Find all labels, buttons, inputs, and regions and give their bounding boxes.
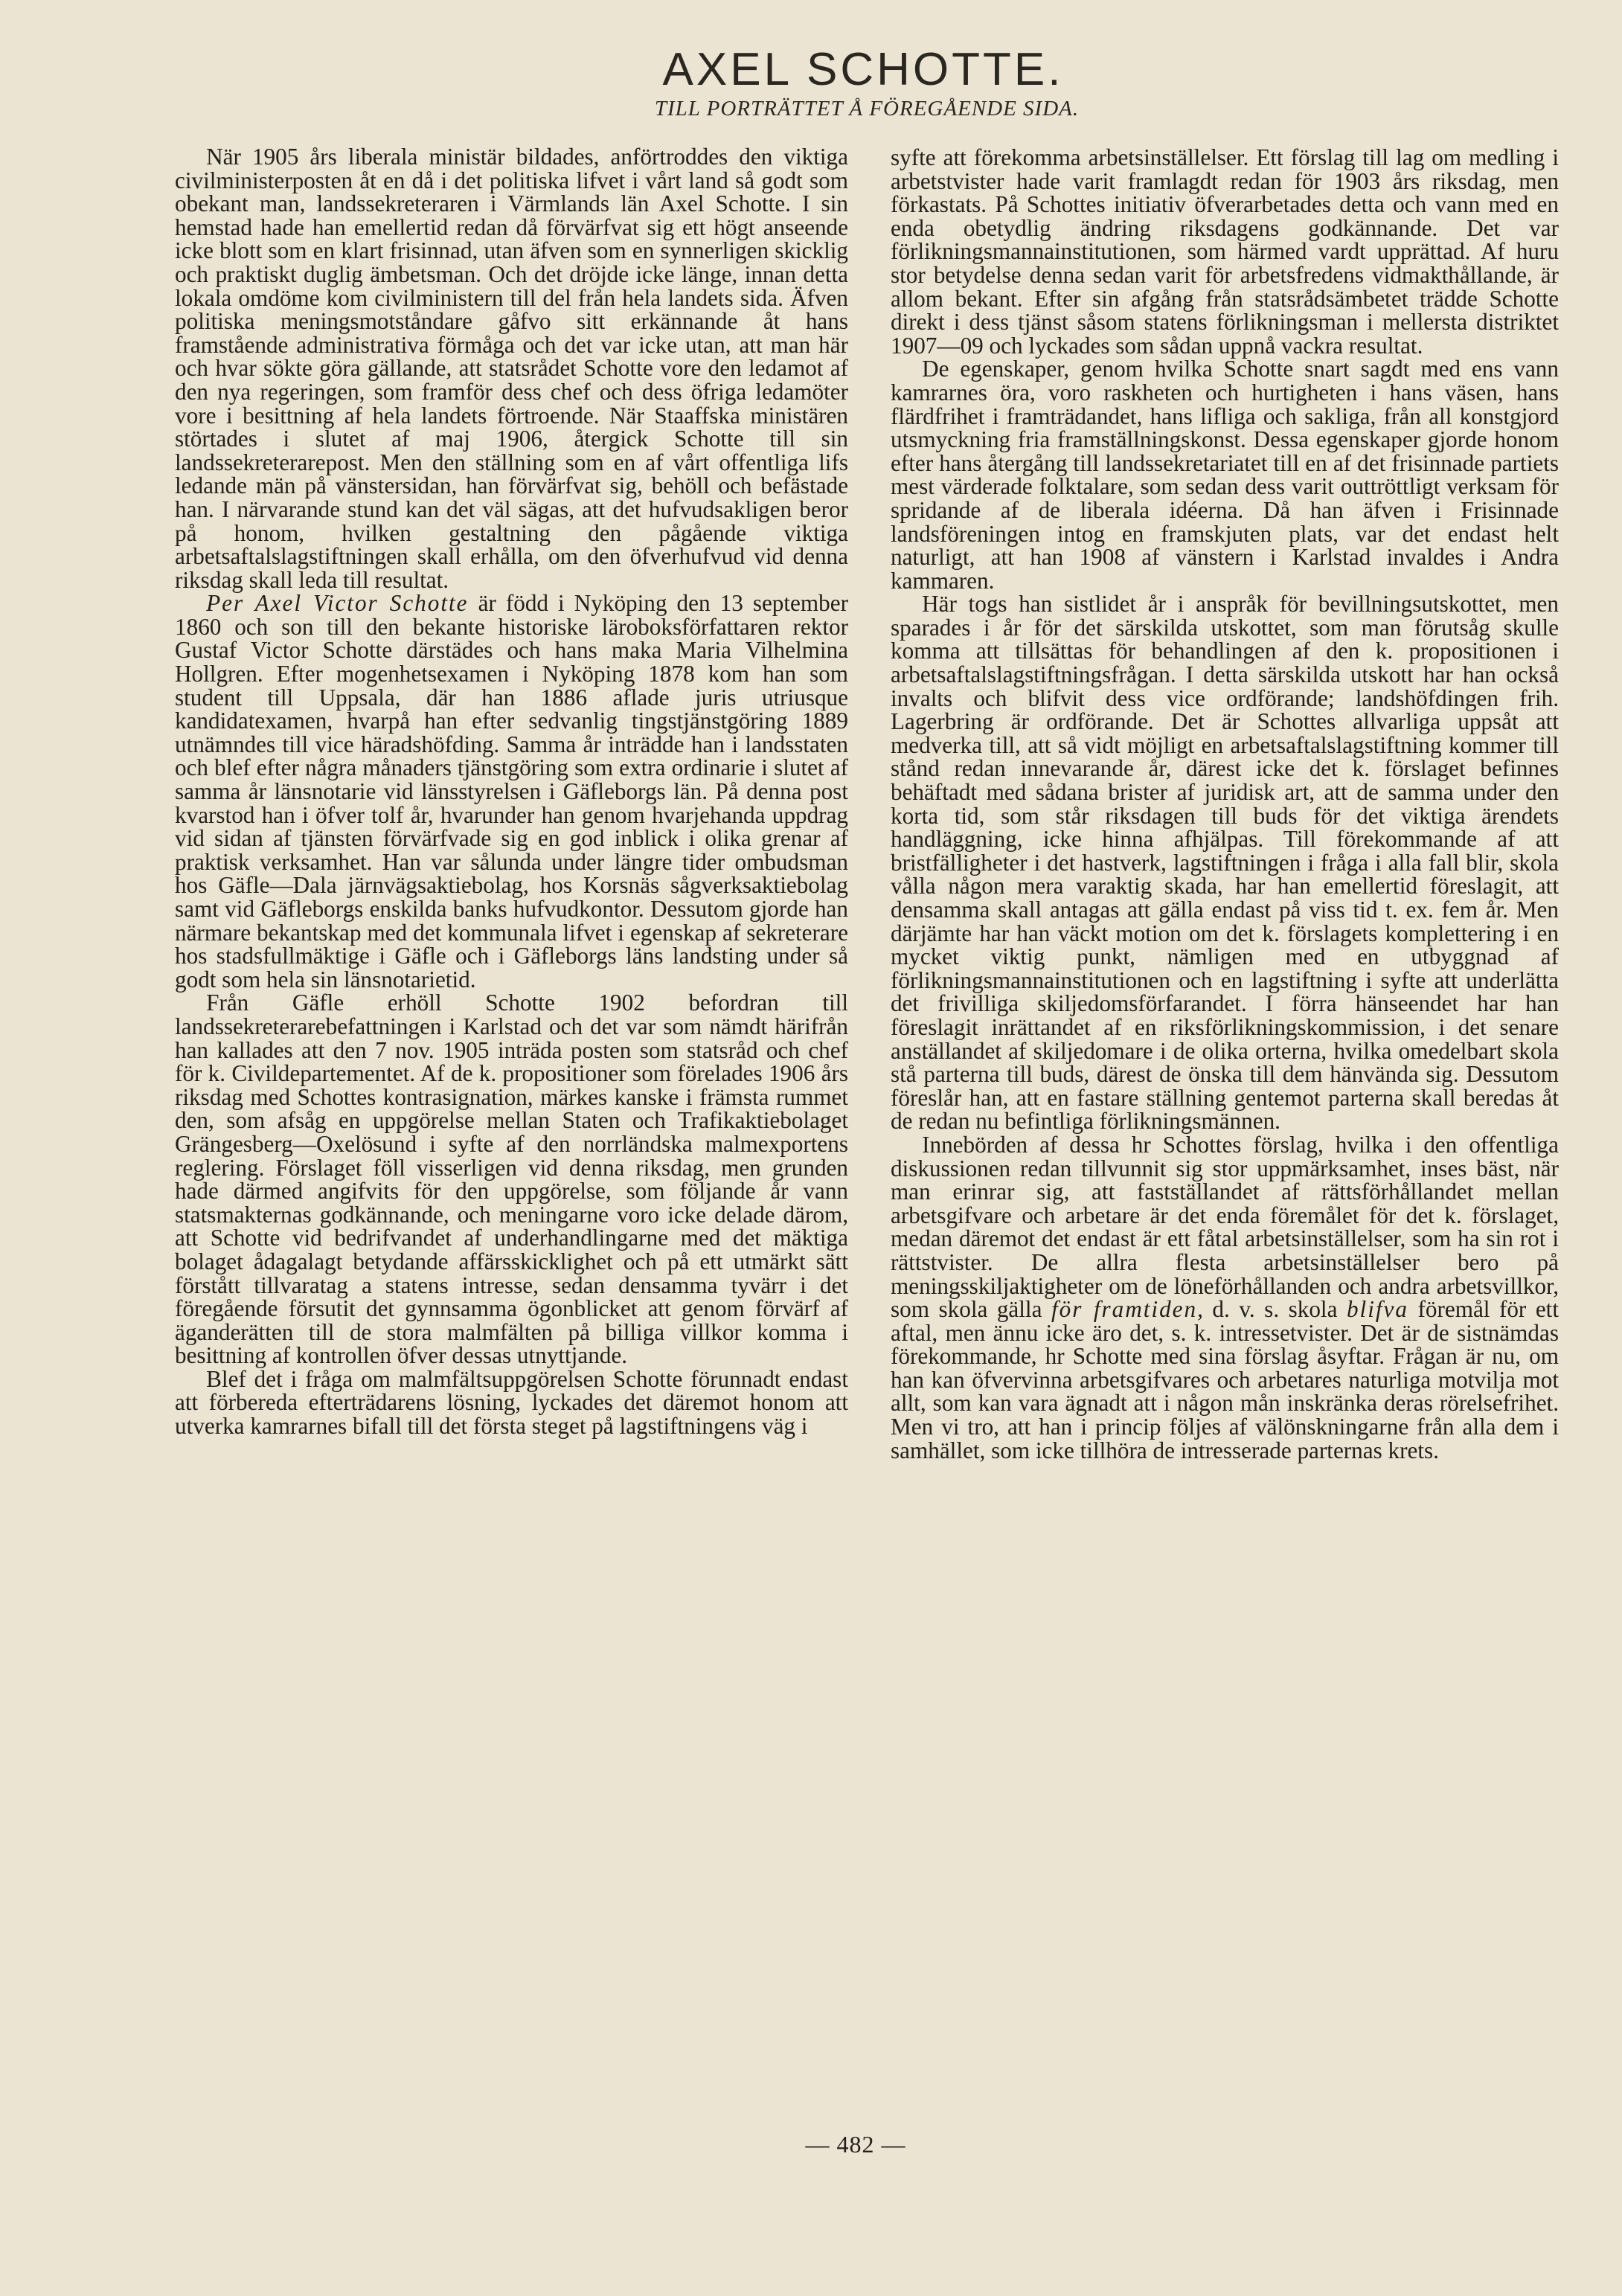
person-name: Per Axel Victor Schotte bbox=[206, 590, 469, 617]
emphasis: för framtiden bbox=[1051, 1296, 1198, 1323]
right-column bbox=[891, 146, 1559, 1462]
paragraph: Här togs han sistlidet år i anspråk för bevillningsutskottet, men sparades i år för det särskilda utskottet, som man förutsåg skulle komma att tillsättas för behandlingen af den k. propositionen i arbetsaftalslagstiftningsfrågan. I detta särskilda utskott har han också invalts och blifvit dess vice ordförande; landshöfdingen frih. Lagerbring är ordförande. Det är Schottes allvarliga uppsåt att medverka till, att så vidt möjligt en arbetsaftalslagstiftning kommer till stånd redan innevarande år, därest icke det k. förslaget befinnes behäftadt med sådana brister af juridisk art, att de samma under den korta tid, som står riksdagen till buds för det viktiga ärendets handläggning, icke hinna afhjälpas. Till förekommande af att bristfälligheter i det hastverk, lagstiftningen i fråga i alla fall blir, skola vålla någon mera varaktig skada, har han emellertid föreslagit, att densamma skall antagas att gälla endast på viss tid t. ex. fem år. Men därjämte har han väckt motion om det k. förslagets komplettering i en mycket viktig punkt, nämligen med en utbyggnad af förlikningsmannainstitutionen och en lagstiftning i syfte att underlätta det frivilliga skiljedomsförfarandet. I förra hänseendet har han föreslagit inrättandet af en riksförlikningskommission, i det senare anställandet af skiljedomare i de olika orterna, hvilka omedelbart skola stå parterna till buds, därest de önska till dem hänvända sig. Dessutom föreslår han, att en fastare ställning gentemot parterna skall beredas åt de redan nu befintliga förlikningsmännen. bbox=[891, 591, 1559, 1135]
page-number: — 482 — bbox=[805, 2131, 906, 2158]
article-title: AXEL SCHOTTE. bbox=[662, 44, 1064, 95]
paragraph bbox=[891, 1133, 1559, 1462]
paragraph: De egenskaper, genom hvilka Schotte snart sagdt med ens vann kamrarnes öra, voro raskheten och hurtigheten i hans väsen, hans flärdfrihet i framträdandet, hans lifliga och sakliga, från all konstgjord utsmyckning fria framställningskonst. Dessa egenskaper gjorde honom efter hans återgång till landssekretariatet till en af det frisinnade partiets mest värderade folktalare, som sedan dess varit outtröttligt verksam för spridande af de liberala idéerna. Då han äfven i Frisinnade landsföreningen intog en framskjuten plats, var det endast helt naturligt, att han 1908 af vänstern i Karlstad invaldes i Andra kammaren. bbox=[891, 356, 1559, 594]
emphasis: blifva bbox=[1346, 1296, 1408, 1323]
paragraph: syfte att förekomma arbetsinställelser. Ett förslag till lag om medling i arbetstvister hade varit framlagdt redan för 1903 års riksdag, men förkastats. På Schottes initiativ öfverarbetades detta och vann med en enda obetydlig ändring riksdagens godkännande. Det var förlikningsmannainstitutionen, som härmed vardt upprättad. Af huru stor betydelse denna sedan varit för arbetsfredens vidmakthållande, är allom bekant. Efter sin afgång från statsrådsämbetet trädde Schotte direkt i dess tjänst såsom statens förlikningsman i mellersta distriktet 1907—09 och lyckades som sådan uppnå vackra resultat. bbox=[891, 144, 1559, 359]
left-column bbox=[175, 145, 848, 1438]
paragraph: Från Gäfle erhöll Schotte 1902 befordran till landssekreterarebefattningen i Karlstad och det var som nämdt härifrån han kallades att den 7 nov. 1905 inträda posten som statsråd och chef för k. Civildepartementet. Af de k. propositioner som förelades 1906 års riksdag med Schottes kontrasignation, märkes kanske i främsta rummet den, som afsåg en uppgörelse mellan Staten och Trafikaktiebolaget Grängesberg—Oxelösund i syfte af den norrländska malmexportens reglering. Förslaget föll visserligen vid denna riksdag, men grunden hade därmed angifvits för den uppgörelse, som följande år vann statsmakternas godkännande, och meningarne voro icke delade därom, att Schotte vid bedrifvandet af underhandlingarne med det mäktiga bolaget ådagalagt betydande affärsskicklighet och på ett utmärkt sätt förstått tillvaratag a statens intresse, sedan densamma tyvärr i det föregående försutit det gynnsamma ögonblicket att genom förvärf af äganderätten till de stora malmfälten på billiga villkor komma i besittning af kontrollen öfver dessas utnyttjande. bbox=[175, 990, 848, 1369]
paragraph: När 1905 års liberala ministär bildades, anförtroddes den viktiga civilministerposten åt en då i det politiska lifvet i vårt land så godt som obekant man, landssekreteraren i Värmlands län Axel Schotte. I sin hemstad hade han emellertid redan då förvärfvat sig ett högt anseende icke blott som en klart frisinnad, utan äfven som en synnerligen skicklig och praktiskt duglig ämbetsman. Och det dröjde icke länge, innan detta lokala omdöme kom civilministern till del från hela landets sida. Äfven politiska meningsmotståndare gåfvo sitt erkännande åt hans framstående administrativa förmåga och det var icke utan, att man här och hvar sökte göra gällande, att statsrådet Schotte vore den ledamot af den nya regeringen, som framför dess chef och dess öfriga ledamöter vore i besittning af hela landets förtroende. När Staaffska ministären störtades i slutet af maj 1906, återgick Schotte till sin landssekreterarepost. Men den ställning som en af vårt offentliga lifs ledande män på vänstersidan, han förvärfvat sig, behöll och befästade han. I närvarande stund kan det väl sägas, att det hufvudsakligen beror på honom, hvilken gestaltning den pågående viktiga arbetsaftalslagstiftningen skall erhålla, om den öfverhufvud vid denna riksdag skall leda till resultat. bbox=[175, 144, 848, 593]
paragraph-text: föremål för ett aftal, men ännu icke äro det, s. k. intressetvister. Det är de sistnämdas förekommande, hr Schotte med sina förslag åsyftar. Frågan är nu, om han kan öfvervinna arbetsgifvares och arbetares naturliga motvilja mot allt, som kan vara ägnadt att i någon mån inskränka deras rörelsefrihet. Men vi tro, att han i princip följes af välönskningarne från alla dem i samhället, som icke tillhöra de intresserade parternas krets. bbox=[891, 1296, 1559, 1463]
paragraph-text: är född i Nyköping den 13 september 1860 och son till den bekante historiske läroboksförfattaren rektor Gustaf Victor Schotte därstädes och hans maka Maria Vilhelmina Hollgren. Efter mogenhetsexamen i Nyköping 1878 kom han som student till Uppsala, där han 1886 aflade juris utriusque kandidatexamen, hvarpå han efter sedvanlig tingstjänstgöring 1889 utnämndes till vice häradshöfding. Samma år inträdde han i landsstaten och blef efter några månaders tjänstgöring som extra ordinarie i slutet af samma år länsnotarie vid länsstyrelsen i Gäfleborgs län. På denna post kvarstod han i öfver tolf år, hvarunder han genom hvarjehanda uppdrag vid sidan af tjänsten förvärfvade sig en god inblick i olika grenar af praktisk verksamhet. Han var sålunda under längre tider ombudsman hos Gäfle—Dala järnvägsaktiebolag, hos Korsnäs sågverksaktiebolag samt vid Gäfleborgs enskilda banks hufvudkontor. Dessutom gjorde han närmare bekantskap med det kommunala lifvet i egenskap af sekreterare hos stadsfullmäktige i Gäfle och i Gäfleborgs läns landsting under så godt som hela sin länsnotarietid. bbox=[175, 590, 848, 993]
paragraph: Blef det i fråga om malmfältsuppgörelsen Schotte förunnadt endast att förbereda efterträdarens lösning, lyckades det däremot honom att utverka kamrarnes bifall till det första steget på lagstiftningens väg i bbox=[175, 1365, 848, 1440]
paragraph-text: Innebörden af dessa hr Schottes förslag, hvilka i den offentliga diskussionen redan tillvunnit sig stor uppmärksamhet, inses bäst, när man erinrar sig, att fastställandet af rättsförhållandet mellan arbetsgifvare och arbetare är det enda föremålet för det k. förslaget, medan däremot det endast är ett fåtal arbetsinställelser, som ha sin rot i rättstvister. De allra flesta arbetsinställelser bero på meningsskiljaktigheter om de löneförhållanden och andra arbetsvillkor, som skola gälla bbox=[891, 1131, 1559, 1323]
paragraph bbox=[175, 591, 848, 991]
paragraph-text: , d. v. s. skola bbox=[1197, 1296, 1347, 1323]
article-subtitle: TILL PORTRÄTTET Å FÖREGÅENDE SIDA. bbox=[654, 97, 1080, 121]
